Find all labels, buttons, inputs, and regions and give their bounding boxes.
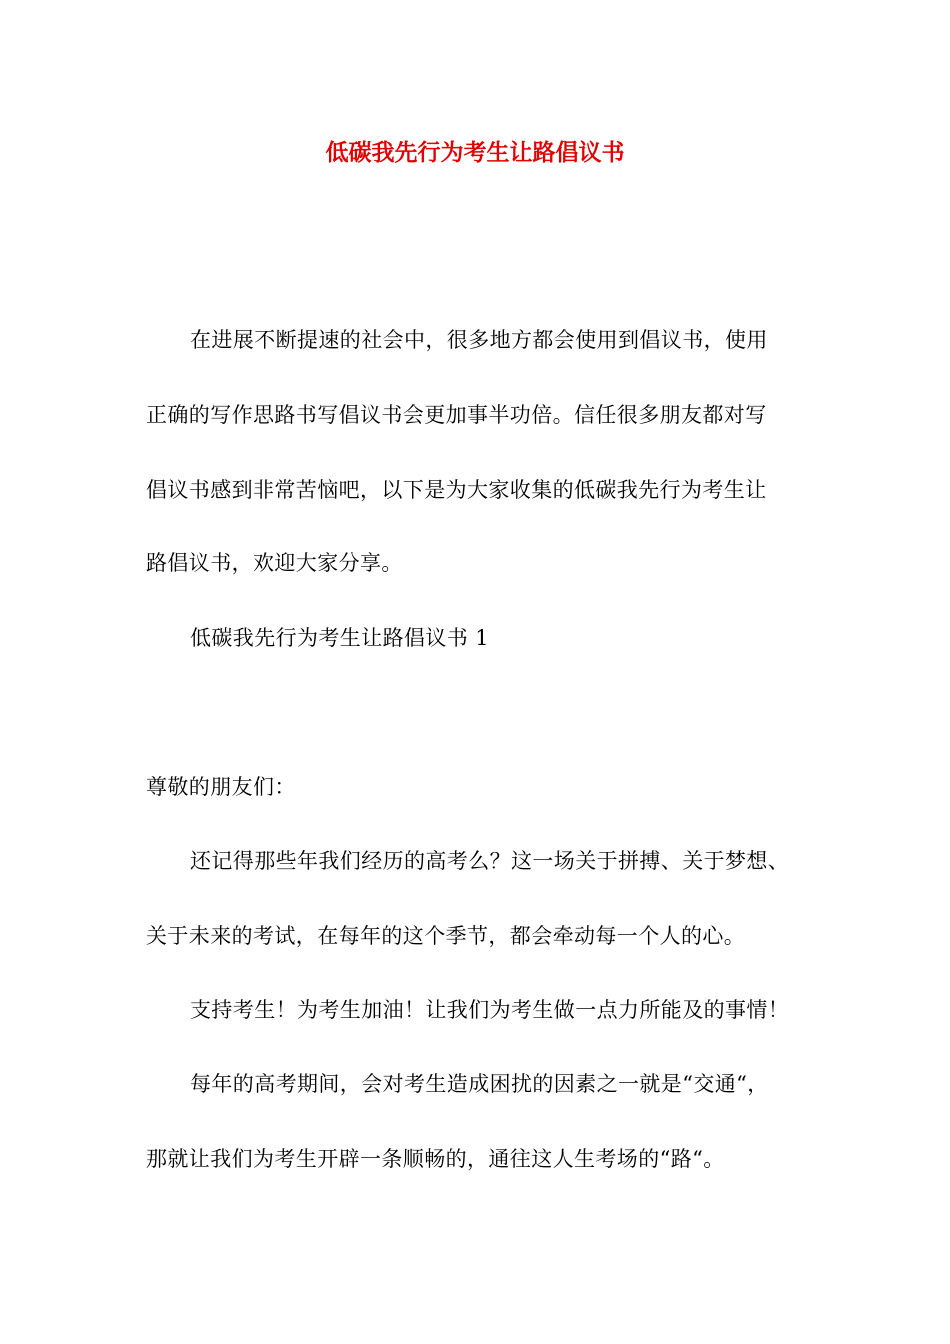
body-line-5: 那就让我们为考生开辟一条顺畅的，通往这人生考场的“路“。 xyxy=(146,1147,725,1171)
body-line-4: 每年的高考期间，会对考生造成困扰的因素之一就是“交通“， xyxy=(190,1072,769,1096)
intro-line-4: 路倡议书，欢迎大家分享。 xyxy=(146,551,403,575)
section-heading: 低碳我先行为考生让路倡议书 1 xyxy=(190,626,490,650)
body-line-3: 支持考生！为考生加油！让我们为考生做一点力所能及的事情！ xyxy=(190,998,790,1022)
body-line-1: 还记得那些年我们经历的高考么？这一场关于拼搏、关于梦想、 xyxy=(190,849,790,873)
intro-line-2: 正确的写作思路书写倡议书会更加事半功倍。信任很多朋友都对写 xyxy=(146,403,767,427)
body-line-2: 关于未来的考试，在每年的这个季节，都会牵动每一个人的心。 xyxy=(146,924,746,948)
salutation: 尊敬的朋友们： xyxy=(146,775,296,799)
document-title: 低碳我先行为考生让路倡议书 xyxy=(325,139,625,166)
intro-line-1: 在进展不断提速的社会中，很多地方都会使用到倡议书，使用 xyxy=(190,328,768,352)
intro-line-3: 倡议书感到非常苦恼吧，以下是为大家收集的低碳我先行为考生让 xyxy=(146,478,767,502)
